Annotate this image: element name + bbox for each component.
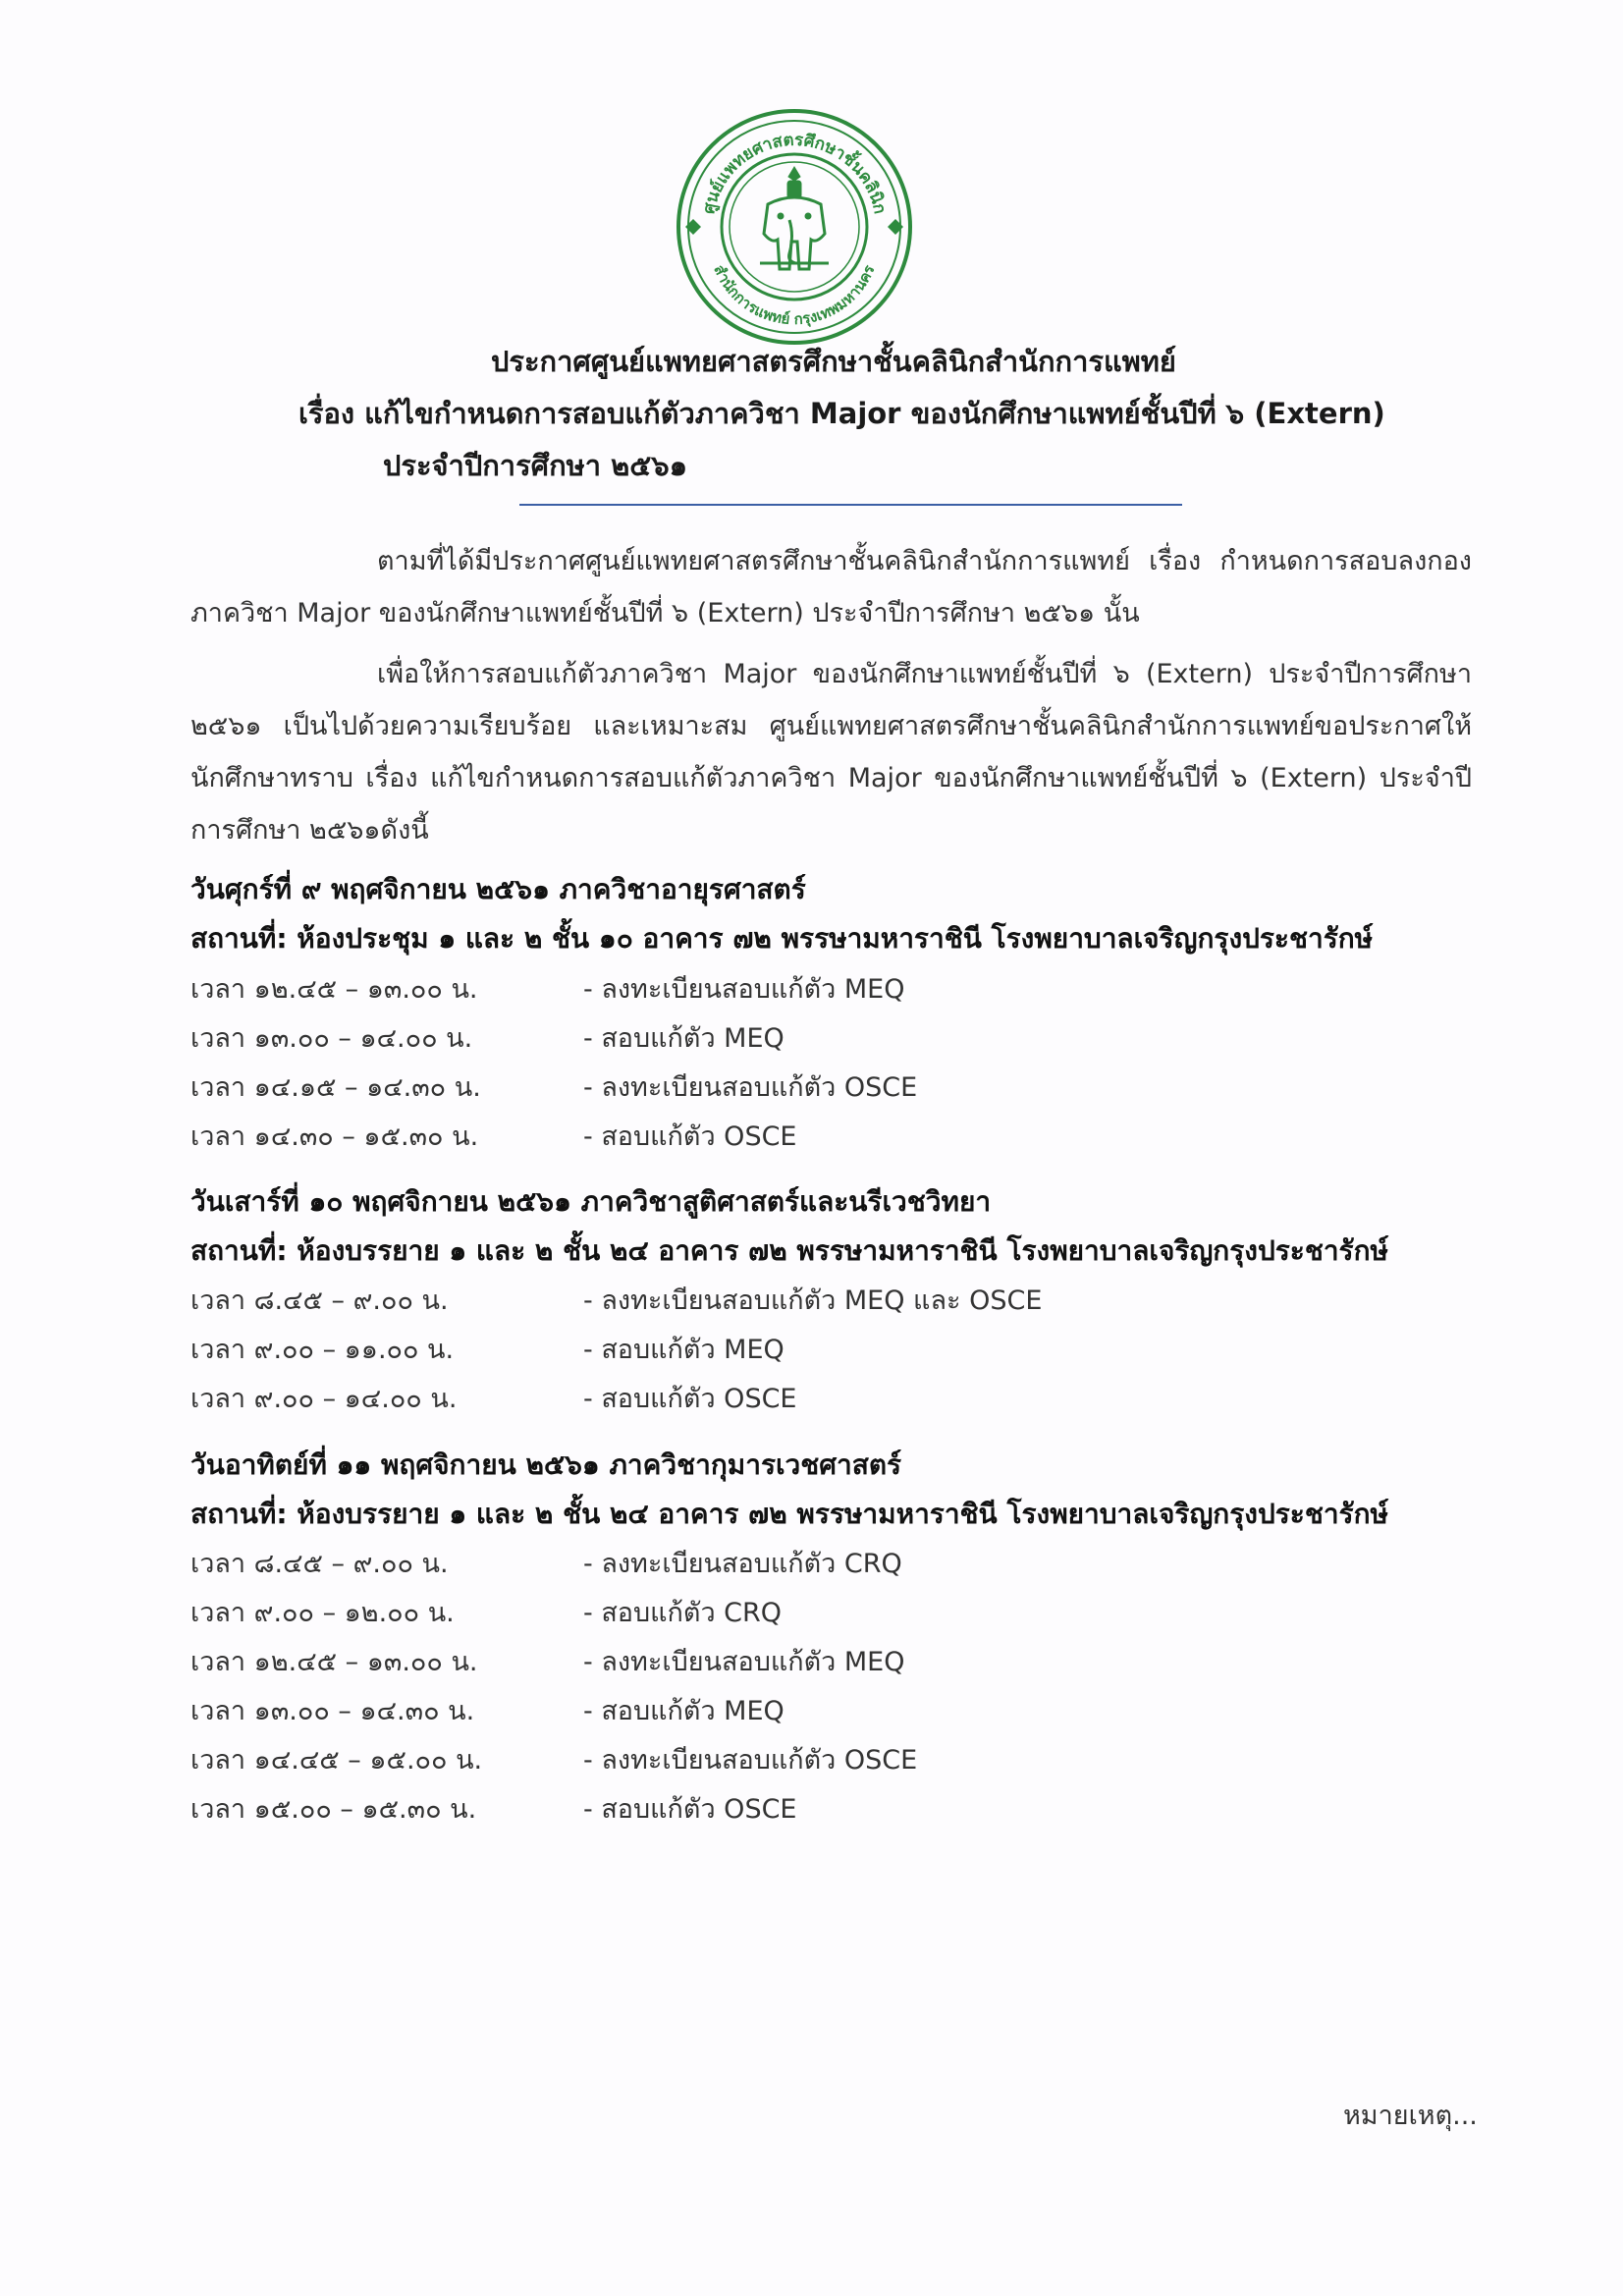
announcement-subject: เรื่อง แก้ไขกำหนดการสอบแก้ตัวภาควิชา Major ของนักศึกษาแพทย์ชั้นปีที่ ๖ (Extern) <box>298 397 1385 430</box>
schedule-time: เวลา ๑๔.๓๐ – ๑๕.๓๐ น. <box>190 1121 479 1152</box>
day-heading: วันเสาร์ที่ ๑๐ พฤศจิกายน ๒๕๖๑ ภาควิชาสูติศาสตร์และนรีเวชวิทยา <box>190 1185 992 1218</box>
announcement-title: ประกาศศูนย์แพทยศาสตรศึกษาชั้นคลินิกสำนักการแพทย์ <box>491 345 1176 378</box>
schedule-activity: - ลงทะเบียนสอบแก้ตัว MEQ <box>583 1647 905 1677</box>
schedule-activity: - ลงทะเบียนสอบแก้ตัว MEQ และ OSCE <box>583 1285 1043 1316</box>
paragraph-purpose <box>190 648 1472 856</box>
seal-bottom-arc-text: สำนักการแพทย์ กรุงเทพมหานคร <box>710 261 879 329</box>
schedule-activity: - สอบแก้ตัว CRQ <box>583 1598 783 1628</box>
schedule-time: เวลา ๑๒.๔๕ – ๑๓.๐๐ น. <box>190 1647 478 1677</box>
schedule-time: เวลา ๘.๔๕ – ๙.๐๐ น. <box>190 1549 449 1579</box>
day-heading: วันอาทิตย์ที่ ๑๑ พฤศจิกายน ๒๕๖๑ ภาควิชากุมารเวชศาสตร์ <box>190 1449 902 1481</box>
schedule-time: เวลา ๑๔.๑๕ – ๑๔.๓๐ น. <box>190 1072 481 1103</box>
schedule-time: เวลา ๘.๔๕ – ๙.๐๐ น. <box>190 1285 449 1316</box>
schedule-time: เวลา ๑๔.๔๕ – ๑๕.๐๐ น. <box>190 1745 483 1776</box>
continued-note: หมายเหตุ... <box>1343 2101 1478 2131</box>
venue-line: สถานที่: ห้องบรรยาย ๑ และ ๒ ชั้น ๒๔ อาคาร ๗๒ พรรษามหาราชินี โรงพยาบาลเจริญกรุงประชารักษ์ <box>190 1498 1388 1530</box>
schedule-time: เวลา ๙.๐๐ – ๑๑.๐๐ น. <box>190 1335 455 1365</box>
schedule-activity: - สอบแก้ตัว MEQ <box>583 1696 784 1726</box>
venue-line: สถานที่: ห้องประชุม ๑ และ ๒ ชั้น ๑๐ อาคาร ๗๒ พรรษามหาราชินี โรงพยาบาลเจริญกรุงประชารักษ์ <box>190 922 1374 955</box>
schedule-time: เวลา ๑๓.๐๐ – ๑๔.๐๐ น. <box>190 1023 473 1054</box>
organization-seal-logo <box>674 106 915 348</box>
schedule-activity: - ลงทะเบียนสอบแก้ตัว CRQ <box>583 1549 902 1579</box>
schedule-activity: - สอบแก้ตัว OSCE <box>583 1121 797 1152</box>
paragraph-purpose-text: เพื่อให้การสอบแก้ตัวภาควิชา Major ของนักศึกษาแพทย์ชั้นปีที่ ๖ (Extern) ประจำปีการศึกษา ๒๕๖๑ เป็นไปด้วยความเรียบร้อย และเหมาะสม ศูนย์แพทยศาสตรศึกษาชั้นคลินิกสำนักการแพทย์ขอประกาศให้นักศึกษาทราบ เรื่อง แก้ไขกำหนดการสอบแก้ตัวภาควิชา Major ของนักศึกษาแพทย์ชั้นปีที่ ๖ (Extern) ประจำปีการศึกษา ๒๕๖๑ดังนี้ <box>190 659 1472 846</box>
schedule-activity: - สอบแก้ตัว OSCE <box>583 1384 797 1414</box>
schedule-activity: - ลงทะเบียนสอบแก้ตัว OSCE <box>583 1072 918 1103</box>
schedule-time: เวลา ๙.๐๐ – ๑๔.๐๐ น. <box>190 1384 458 1414</box>
schedule-time: เวลา ๑๓.๐๐ – ๑๔.๓๐ น. <box>190 1696 475 1726</box>
schedule-activity: - สอบแก้ตัว MEQ <box>583 1023 784 1054</box>
schedule-activity: - ลงทะเบียนสอบแก้ตัว OSCE <box>583 1745 918 1776</box>
schedule-time: เวลา ๑๒.๔๕ – ๑๓.๐๐ น. <box>190 974 478 1005</box>
venue-line: สถานที่: ห้องบรรยาย ๑ และ ๒ ชั้น ๒๔ อาคาร ๗๒ พรรษามหาราชินี โรงพยาบาลเจริญกรุงประชารักษ์ <box>190 1234 1388 1267</box>
schedule-activity: - ลงทะเบียนสอบแก้ตัว MEQ <box>583 974 905 1005</box>
elephant-emblem-icon <box>760 167 829 269</box>
paragraph-intro <box>190 535 1472 639</box>
seal-top-arc-text: ศูนย์แพทยศาสตรศึกษาชั้นคลินิก <box>699 130 890 216</box>
announcement-year: ประจำปีการศึกษา ๒๕๖๑ <box>383 449 688 482</box>
day-heading: วันศุกร์ที่ ๙ พฤศจิกายน ๒๕๖๑ ภาควิชาอายุรศาสตร์ <box>190 873 806 905</box>
schedule-activity: - สอบแก้ตัว MEQ <box>583 1335 784 1365</box>
paragraph-intro-text: ตามที่ได้มีประกาศศูนย์แพทยศาสตรศึกษาชั้นคลินิกสำนักการแพทย์ เรื่อง กำหนดการสอบลงกอง ภาควิชา Major ของนักศึกษาแพทย์ชั้นปีที่ ๖ (Extern) ประจำปีการศึกษา ๒๕๖๑ นั้น <box>190 546 1472 629</box>
schedule-activity: - สอบแก้ตัว OSCE <box>583 1794 797 1825</box>
title-divider <box>519 504 1182 506</box>
schedule-time: เวลา ๙.๐๐ – ๑๒.๐๐ น. <box>190 1598 455 1628</box>
schedule-time: เวลา ๑๕.๐๐ – ๑๕.๓๐ น. <box>190 1794 477 1825</box>
